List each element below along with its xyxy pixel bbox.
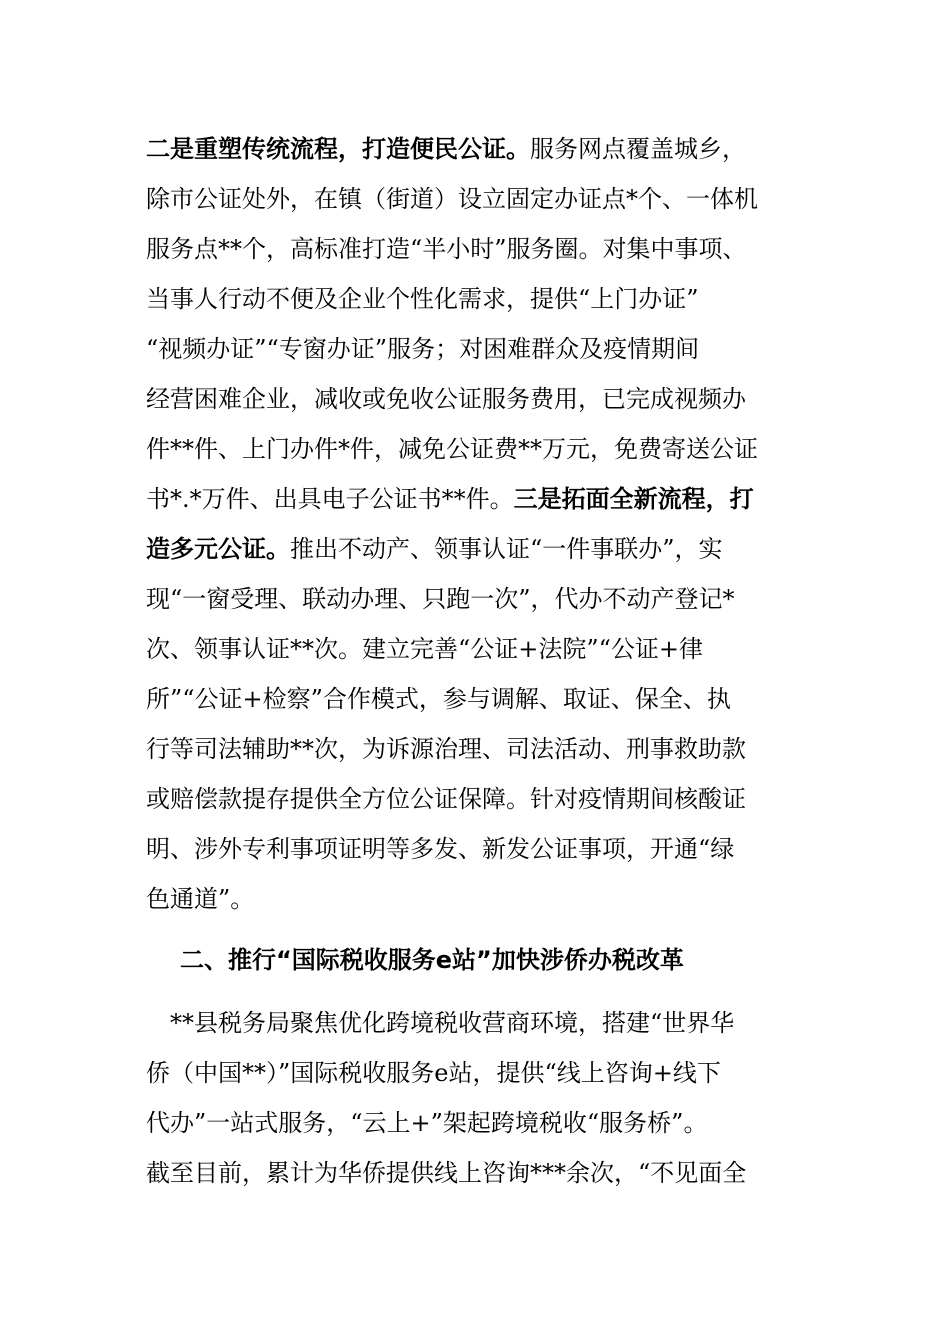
paragraph-1-line-1 bbox=[146, 134, 746, 164]
paragraph-1-line-10: 现“一窗受理、联动办理、只跑一次”，代办不动产登记* bbox=[146, 585, 735, 613]
paragraph-2-line-2: 侨（中国**）”国际税收服务e站，提供“线上咨询+线下 bbox=[146, 1059, 721, 1087]
paragraph-1-line-3: 服务点**个，高标准打造“半小时”服务圈。对集中事项、 bbox=[146, 235, 747, 263]
paragraph-1-line-7: 件**件、上门办件*件，减免公证费**万元，免费寄送公证 bbox=[146, 435, 758, 463]
bold-lead-phrase: 造多元公证。 bbox=[146, 534, 290, 563]
bold-lead-phrase: 三是拓面全新流程，打 bbox=[513, 484, 754, 513]
paragraph-1-line-4: 当事人行动不便及企业个性化需求，提供“上门办证” bbox=[146, 285, 699, 313]
section-heading: 二、推行“国际税收服务e站”加快涉侨办税改革 bbox=[180, 946, 684, 974]
text-run: 服务网点覆盖城乡， bbox=[530, 135, 746, 163]
paragraph-1-line-11: 次、领事认证**次。建立完善“公证+法院”“公证+律 bbox=[146, 635, 704, 663]
paragraph-1-line-9 bbox=[146, 534, 723, 564]
text-run: 推出不动产、领事认证“一件事联办”，实 bbox=[290, 535, 723, 563]
paragraph-2-line-1: **县税务局聚焦优化跨境税收营商环境，搭建“世界华 bbox=[146, 1009, 735, 1037]
paragraph-1-line-12: 所”“公证+检察”合作模式，参与调解、取证、保全、执 bbox=[146, 685, 731, 713]
paragraph-1-line-14: 或赔偿款提存提供全方位公证保障。针对疫情期间核酸证 bbox=[146, 785, 746, 813]
paragraph-1-line-16: 色通道”。 bbox=[146, 885, 255, 913]
paragraph-1-line-5: “视频办证”“专窗办证”服务；对困难群众及疫情期间 bbox=[146, 335, 700, 363]
paragraph-1-line-13: 行等司法辅助**次，为诉源治理、司法活动、刑事救助款 bbox=[146, 735, 746, 763]
paragraph-2-line-4: 截至目前，累计为华侨提供线上咨询***余次，“不见面全 bbox=[146, 1159, 747, 1187]
text-run: 书*.*万件、出具电子公证书**件。 bbox=[146, 485, 514, 513]
paragraph-2-line-3: 代办”一站式服务，“云上+”架起跨境税收“服务桥”。 bbox=[146, 1109, 708, 1137]
bold-lead-phrase: 二是重塑传统流程，打造便民公证。 bbox=[146, 134, 530, 163]
paragraph-1-line-15: 明、涉外专利事项证明等多发、新发公证事项，开通“绿 bbox=[146, 835, 735, 863]
paragraph-1-line-2: 除市公证处外，在镇（街道）设立固定办证点*个、一体机 bbox=[146, 185, 758, 213]
paragraph-1-line-6: 经营困难企业，减收或免收公证服务费用，已完成视频办 bbox=[146, 385, 746, 413]
paragraph-1-line-8 bbox=[146, 484, 754, 514]
